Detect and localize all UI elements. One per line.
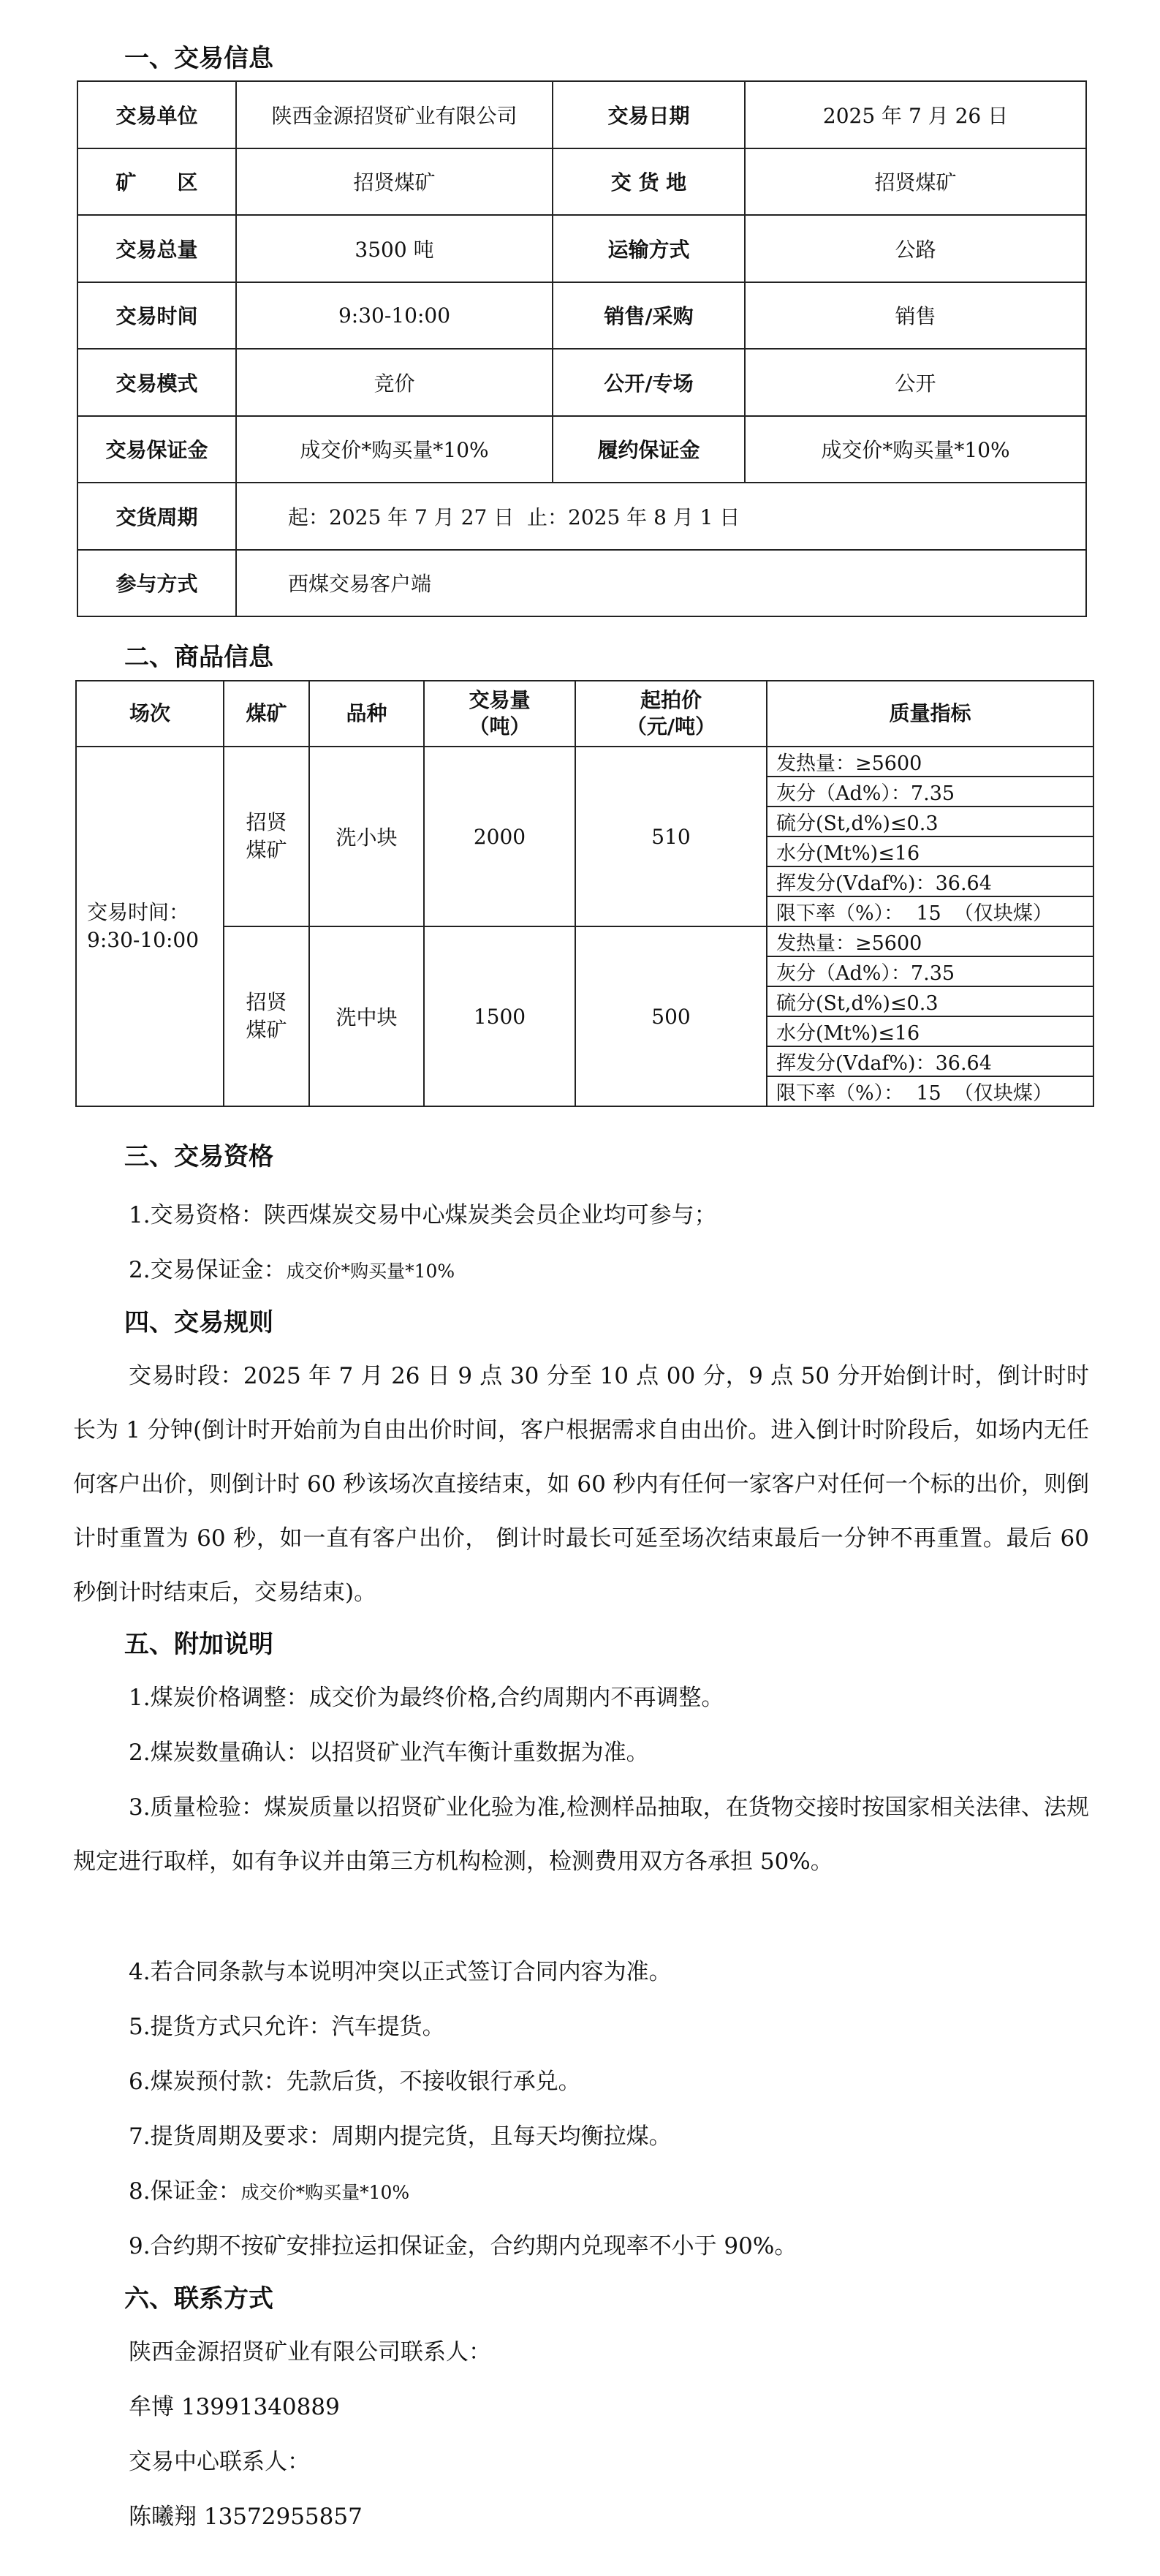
table-row: [77, 349, 1086, 416]
note-8-value: 成交价*购买量*10%: [240, 2182, 410, 2203]
quality-undersize: 限下率（%）： 15 （仅块煤）: [767, 1076, 1093, 1106]
cycle-label: 交货周期: [77, 483, 236, 550]
note-9: 9.合约期不按矿安排拉运扣保证金，合约期内兑现率不小于 90%。: [129, 2233, 797, 2259]
table-row: [77, 483, 1086, 550]
time-value: 9:30-10:00: [236, 282, 553, 350]
quality-moisture: 水分(Mt%)≤16: [767, 836, 1093, 866]
contact-person-1: 牟博 13991340889: [129, 2394, 340, 2420]
delivery-label: 交 货 地: [553, 148, 745, 216]
header-price-text: 起拍价: [640, 688, 702, 712]
section-title-trade-info: 一、交易信息: [124, 44, 273, 73]
mine-label: 矿 区: [77, 148, 236, 216]
unit-label: 交易单位: [77, 81, 236, 148]
header-price: [575, 681, 767, 747]
note-7: 7.提货周期及要求：周期内提完货，且每天均衡拉煤。: [129, 2123, 672, 2150]
quality-sulfur: 硫分(St,d%)≤0.3: [767, 986, 1093, 1016]
rules-text: 交易时段：2025 年 7 月 26 日 9 点 30 分至 10 点 00 分，9 点 50 分开始倒计时，倒计时时长为 1 分钟(倒计时开始前为自由出价时间，客户根据需求自由出价。进入倒计时阶段后，如场内无任何客户出价，则倒计时 60 秒该场次直接结束，如 60 秒内有任何一家客户对任何一个标的出价，则倒计时重置为 60 秒，如一直有客户出价， 倒计时最长可延至场次结束最后一分钟不再重置。最后 60 秒倒计时结束后，交易结束)。: [73, 1363, 1089, 1606]
join-value: 西煤交易客户端: [236, 550, 1086, 617]
table-row: [76, 747, 1093, 777]
header-quality: 质量指标: [767, 681, 1093, 747]
total-value: 3500 吨: [236, 215, 553, 282]
note-1: 1.煤炭价格调整：成交价为最终价格,合约周期内不再调整。: [129, 1685, 724, 1711]
mine-name-b: 煤矿: [246, 838, 287, 862]
quality-ash: 灰分（Ad%）：7.35: [767, 956, 1093, 986]
trade-info-table: [77, 80, 1087, 617]
header-qty-text: 交易量: [469, 688, 531, 712]
delivery-value: 招贤煤矿: [745, 148, 1086, 216]
table-header-row: [76, 681, 1093, 747]
quality-heat: 发热量：≥5600: [767, 926, 1093, 956]
contact-company: 陕西金源招贤矿业有限公司联系人：: [129, 2339, 491, 2365]
qualification-1: 1.交易资格：陕西煤炭交易中心煤炭类会员企业均可参与；: [129, 1202, 717, 1228]
section-title-goods-info: 二、商品信息: [124, 643, 273, 672]
qualification-2-label: 2.交易保证金：: [129, 1257, 287, 1283]
quality-sulfur: 硫分(St,d%)≤0.3: [767, 807, 1093, 836]
table-row: [77, 148, 1086, 216]
header-mine: 煤矿: [224, 681, 309, 747]
note-8: [73, 2164, 1089, 2220]
qualification-2: [73, 1243, 1089, 1299]
date-label: 交易日期: [553, 81, 745, 148]
mode-label: 交易模式: [77, 349, 236, 416]
variety-cell: 洗中块: [309, 926, 424, 1106]
unit-value: 陕西金源招贤矿业有限公司: [236, 81, 553, 148]
deposit-label: 交易保证金: [77, 416, 236, 483]
goods-table: [75, 680, 1094, 1107]
header-price-unit: （元/吨）: [626, 714, 716, 739]
quality-volatile: 挥发分(Vdaf%)：36.64: [767, 866, 1093, 896]
quality-ash: 灰分（Ad%）：7.35: [767, 777, 1093, 807]
mine-cell: [224, 926, 309, 1106]
header-qty: [424, 681, 575, 747]
header-session: 场次: [76, 681, 224, 747]
quality-moisture: 水分(Mt%)≤16: [767, 1016, 1093, 1046]
price-cell: 500: [575, 926, 767, 1106]
cycle-value: 起：2025 年 7 月 27 日 止：2025 年 8 月 1 日: [236, 483, 1086, 550]
note-6: 6.煤炭预付款：先款后货，不接收银行承兑。: [129, 2069, 581, 2095]
note-3: 3.质量检验：煤炭质量以招贤矿业化验为准,检测样品抽取，在货物交接时按国家相关法律、法规规定进行取样，如有争议并由第三方机构检测，检测费用双方各承担 50%。: [73, 1794, 1089, 1875]
note-8-label: 8.保证金：: [129, 2178, 241, 2205]
total-label: 交易总量: [77, 215, 236, 282]
quality-heat: 发热量：≥5600: [767, 747, 1093, 777]
header-variety: 品种: [309, 681, 424, 747]
perf-label: 履约保证金: [553, 416, 745, 483]
mode-value: 竞价: [236, 349, 553, 416]
note-4: 4.若合同条款与本说明冲突以正式签订合同内容为准。: [129, 1959, 672, 1985]
mine-name-a: 招贤: [246, 810, 287, 834]
quality-volatile: 挥发分(Vdaf%)：36.64: [767, 1046, 1093, 1076]
time-label: 交易时间: [77, 282, 236, 350]
open-label: 公开/专场: [553, 349, 745, 416]
transport-value: 公路: [745, 215, 1086, 282]
date-value: 2025 年 7 月 26 日: [745, 81, 1086, 148]
contact-center: 交易中心联系人：: [129, 2449, 310, 2475]
mine-value: 招贤煤矿: [236, 148, 553, 216]
mine-name-b: 煤矿: [246, 1018, 287, 1042]
table-row: [77, 416, 1086, 483]
open-value: 公开: [745, 349, 1086, 416]
section-title-rules: 四、交易规则: [124, 1308, 273, 1337]
qty-cell: 1500: [424, 926, 575, 1106]
deposit-value: 成交价*购买量*10%: [236, 416, 553, 483]
section-title-notes: 五、附加说明: [124, 1630, 273, 1659]
perf-value: 成交价*购买量*10%: [745, 416, 1086, 483]
header-qty-unit: （吨）: [469, 714, 531, 739]
mine-name-a: 招贤: [246, 990, 287, 1014]
table-row: [76, 926, 1093, 956]
join-label: 参与方式: [77, 550, 236, 617]
variety-cell: 洗小块: [309, 747, 424, 926]
table-row: [77, 81, 1086, 148]
sale-value: 销售: [745, 282, 1086, 350]
table-row: [77, 215, 1086, 282]
contact-person-2: 陈曦翔 13572955857: [129, 2504, 363, 2530]
price-cell: 510: [575, 747, 767, 926]
sale-label: 销售/采购: [553, 282, 745, 350]
transport-label: 运输方式: [553, 215, 745, 282]
table-row: [77, 550, 1086, 617]
section-title-contacts: 六、联系方式: [124, 2284, 273, 2314]
qty-cell: 2000: [424, 747, 575, 926]
table-row: [77, 282, 1086, 350]
qualification-2-value: 成交价*购买量*10%: [286, 1261, 455, 1282]
note-5: 5.提货方式只允许：汽车提货。: [129, 2014, 445, 2040]
mine-cell: [224, 747, 309, 926]
section-title-qualification: 三、交易资格: [124, 1142, 273, 1171]
quality-undersize: 限下率（%）： 15 （仅块煤）: [767, 896, 1093, 926]
session-time: 9:30-10:00: [87, 928, 200, 952]
session-label: 交易时间：: [87, 900, 190, 924]
session-cell: [76, 747, 224, 1106]
note-2: 2.煤炭数量确认：以招贤矿业汽车衡计重数据为准。: [129, 1740, 649, 1766]
